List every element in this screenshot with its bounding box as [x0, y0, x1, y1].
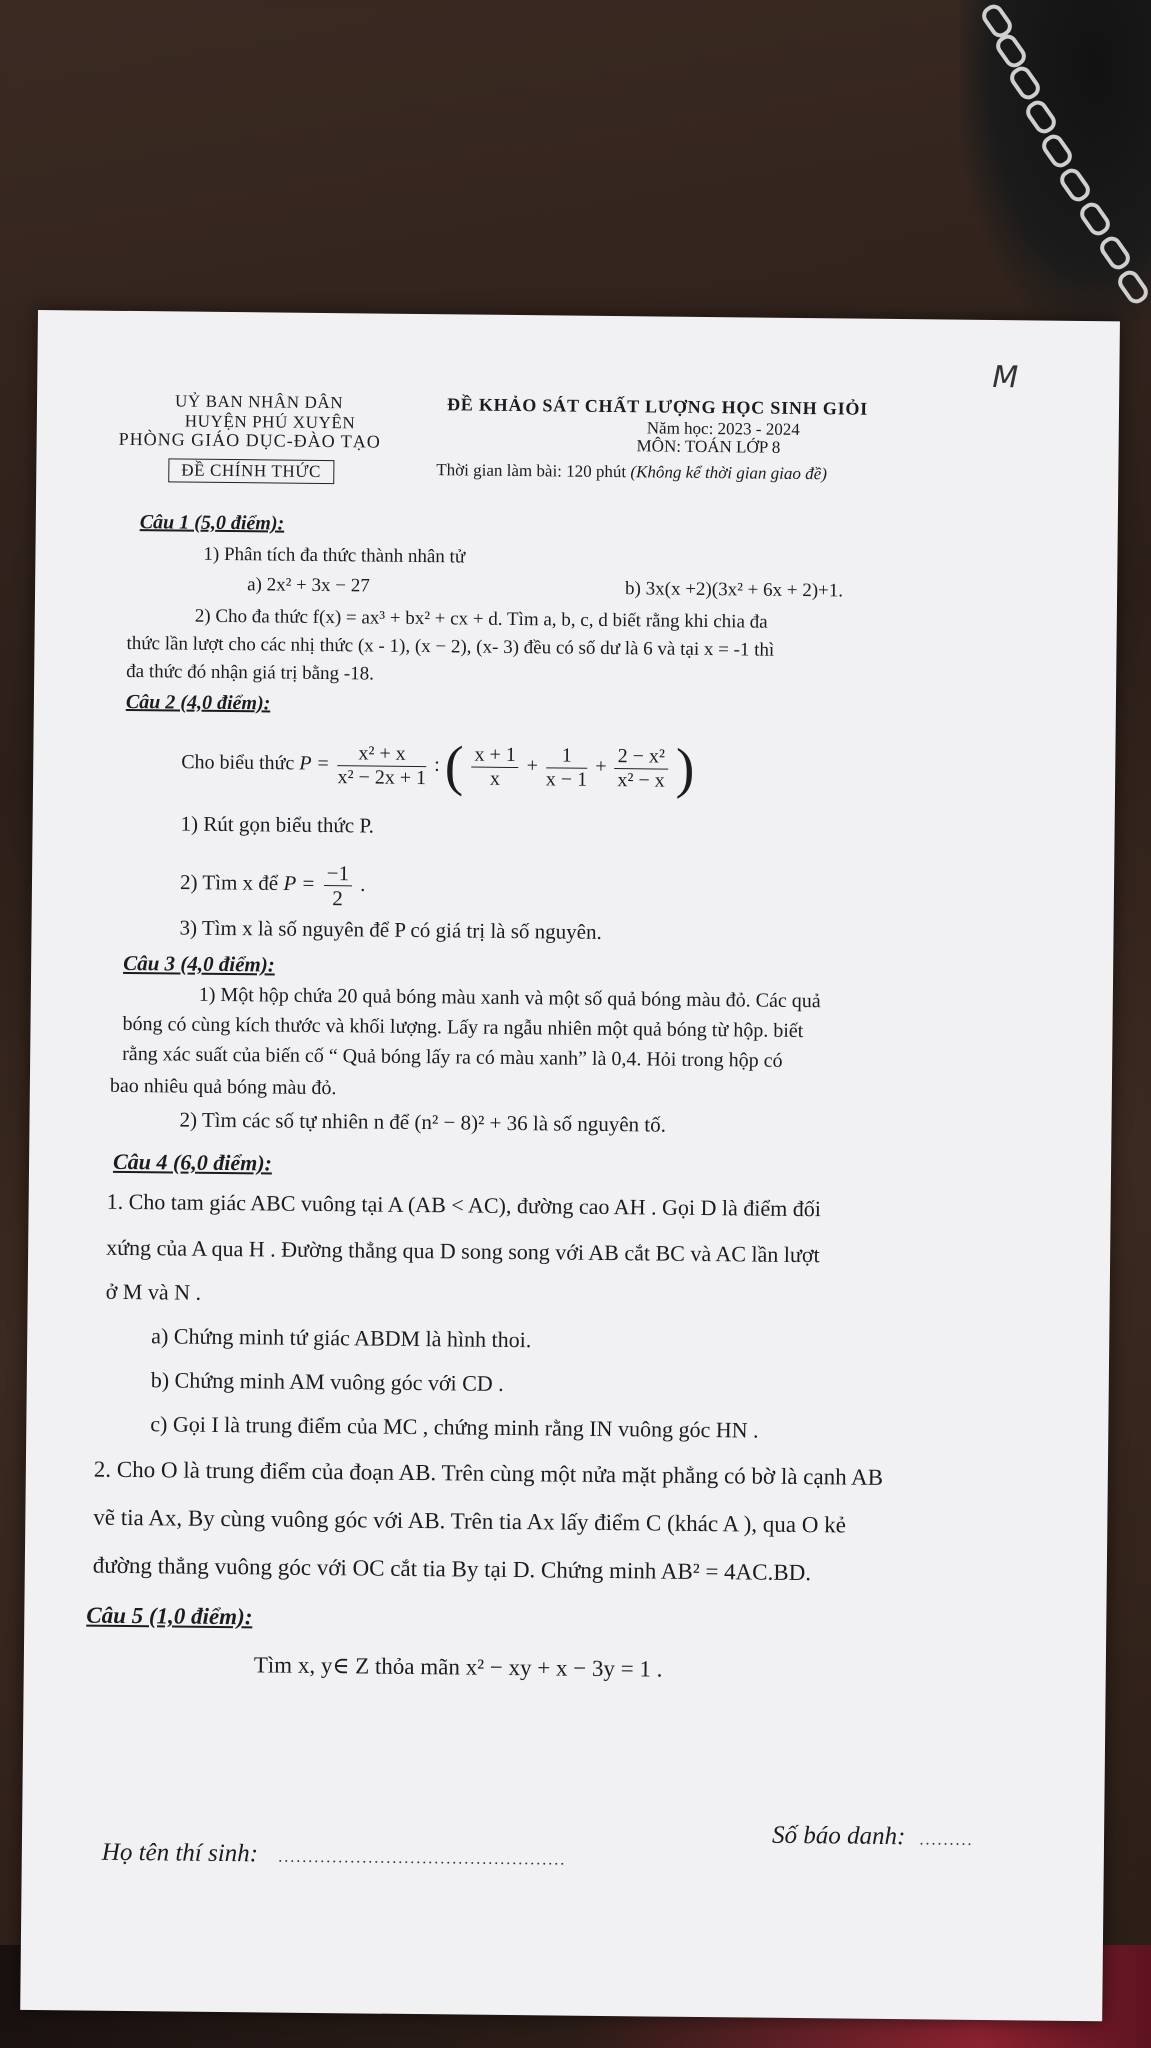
official-badge: ĐỀ CHÍNH THỨC: [168, 458, 334, 484]
fraction-4: [614, 745, 668, 793]
fraction-3-num: 1: [546, 744, 588, 768]
q2-part2-p: P =: [283, 871, 316, 896]
fraction-4-den: x² − x: [617, 768, 665, 792]
q1-part2-line1: 2) Cho đa thức f(x) = ax³ + bx² + cx + d. Tìm a, b, c, d biết rằng khi chia đa: [194, 605, 768, 633]
q3-part1-line2: bóng có cùng kích thước và khối lượng. Lấy ra ngẫu nhiên một quả bóng từ hộp. biết: [122, 1012, 804, 1043]
fraction-4-num: 2 − x²: [615, 745, 669, 770]
chain-link: [1006, 63, 1044, 103]
q1-a-expr: 2x² + 3x − 27: [266, 574, 370, 597]
q1-a: [247, 574, 370, 597]
fraction-minus-half-den: 2: [332, 886, 343, 911]
q1-b-label: b): [625, 578, 642, 600]
fraction-1-num: x² + x: [338, 742, 427, 767]
q1-b-expr: 3x(x +2)(3x² + 6x + 2)+1.: [645, 578, 844, 602]
q2-heading: Câu 2 (4,0 điểm):: [125, 690, 271, 715]
chain-link: [1114, 267, 1151, 307]
q4-b: b) Chứng minh AM vuông góc với CD .: [150, 1367, 504, 1396]
q4-p2-line1: 2. Cho O là trung điểm của đoạn AB. Trên cùng một nửa mặt phẳng có bờ là cạnh AB: [93, 1456, 884, 1490]
exam-paper: [20, 310, 1120, 2021]
q2-intro: Cho biểu thức: [181, 751, 295, 775]
candidate-id-dots: .........: [919, 1831, 974, 1849]
chain-link: [1022, 97, 1060, 137]
q4-p1-line1: 1. Cho tam giác ABC vuông tại A (AB < AC), đường cao AH . Gọi D là điểm đối: [106, 1188, 822, 1222]
fraction-minus-half-num: −1: [324, 861, 353, 886]
q3-heading: Câu 3 (4,0 điểm):: [123, 950, 275, 977]
paren-open: (: [444, 735, 464, 798]
header-department: PHÒNG GIÁO DỤC-ĐÀO TẠO: [118, 428, 381, 452]
q2-expression: [181, 732, 695, 801]
fraction-3-den: x − 1: [545, 767, 588, 791]
plus-sign: +: [526, 754, 539, 777]
candidate-id-field[interactable]: [772, 1822, 974, 1852]
q4-p2-line2: vẽ tia Ax, By cùng vuông góc với AB. Trên tia Ax lấy điểm C (khác A ), qua O kẻ: [93, 1504, 847, 1538]
candidate-name-label: Họ tên thí sinh:: [101, 1838, 259, 1868]
q1-a-label: a): [247, 574, 263, 596]
school-year: Năm học: 2023 - 2024: [646, 418, 800, 439]
chain-link: [1076, 199, 1114, 239]
candidate-name-dots: ................................................: [278, 1848, 567, 1869]
header-committee: UỶ BAN NHÂN DÂN: [174, 391, 344, 413]
q2-part2-end: .: [360, 871, 366, 896]
q1-part2-line3: đa thức đó nhận giá trị bằng -18.: [126, 660, 375, 685]
handwritten-initials: M: [992, 359, 1019, 396]
exam-duration: [436, 460, 827, 484]
candidate-id-label: Số báo danh:: [771, 1821, 906, 1851]
plus-sign: +: [595, 755, 607, 778]
q2-part2-text: 2) Tìm x để: [179, 869, 279, 895]
fraction-minus-half: [323, 861, 352, 911]
duration-note: (Không kể thời gian giao đề): [630, 462, 828, 484]
q1-heading: Câu 1 (5,0 điểm):: [139, 511, 285, 535]
q2-p-eq: P =: [299, 752, 330, 775]
fraction-3: [546, 744, 588, 791]
q3-part1-line1: 1) Một hộp chứa 20 quả bóng màu xanh và một số quả bóng màu đỏ. Các quả: [198, 983, 821, 1013]
q4-p2-line3: đường thẳng vuông góc với OC cắt tia By tại D. Chứng minh AB² = 4AC.BD.: [92, 1552, 812, 1586]
chain-link: [1056, 165, 1094, 205]
fraction-2: [471, 743, 519, 790]
q2-part2: [180, 860, 366, 911]
fraction-1: [337, 742, 426, 790]
q3-part1-line3: rằng xác suất của biến cố “ Quả bóng lấy ra có màu xanh” là 0,4. Hỏi trong hộp có: [122, 1042, 783, 1072]
q3-part1-line4: bao nhiêu quả bóng màu đỏ.: [109, 1074, 337, 1100]
q5-text: Tìm x, y∈ Z thỏa mãn x² − xy + x − 3y = 1 .: [253, 1652, 663, 1682]
fraction-1-den: x² − 2x + 1: [337, 765, 427, 789]
paren-close: ): [675, 737, 695, 800]
exam-title: ĐỀ KHẢO SÁT CHẤT LƯỢNG HỌC SINH GIỎI: [446, 394, 869, 419]
q2-part1: 1) Rút gọn biểu thức P.: [180, 811, 375, 838]
q4-heading: Câu 4 (6,0 điểm):: [112, 1148, 273, 1176]
duration-main: Thời gian làm bài: 120 phút: [436, 460, 627, 482]
exam-subject: MÔN: TOÁN LỚP 8: [636, 436, 781, 457]
q1-part1: 1) Phân tích đa thức thành nhân tử: [203, 543, 466, 568]
q2-part3: 3) Tìm x là số nguyên để P có giá trị là số nguyên.: [179, 915, 602, 944]
header-district: HUYỆN PHÚ XUYÊN: [184, 411, 356, 433]
q1-b: [625, 578, 843, 602]
q4-c: c) Gọi I là trung điểm của MC , chứng minh rằng IN vuông góc HN .: [150, 1411, 759, 1443]
q2-colon: :: [434, 753, 440, 776]
fraction-2-num: x + 1: [471, 743, 519, 767]
q1-part2-line2: thức lần lượt cho các nhị thức (x - 1), (x − 2), (x- 3) đều có số dư là 6 và tại x = -1 thì: [126, 632, 775, 661]
q4-p1-line3: ở M và N .: [105, 1278, 202, 1305]
background-chain: [960, 0, 1151, 330]
fraction-2-den: x: [489, 767, 501, 790]
chain-link: [1038, 131, 1076, 171]
q4-a: a) Chứng minh tứ giác ABDM là hình thoi.: [151, 1323, 532, 1353]
q5-heading: Câu 5 (1,0 điểm):: [86, 1602, 253, 1630]
q3-part2: 2) Tìm các số tự nhiên n để (n² − 8)² + 36 là số nguyên tố.: [179, 1107, 667, 1137]
q4-p1-line2: xứng của A qua H . Đường thẳng qua D song song với AB cắt BC và AC lần lượt: [106, 1234, 820, 1268]
chain-link: [1096, 233, 1134, 273]
candidate-name-field[interactable]: [102, 1839, 567, 1872]
